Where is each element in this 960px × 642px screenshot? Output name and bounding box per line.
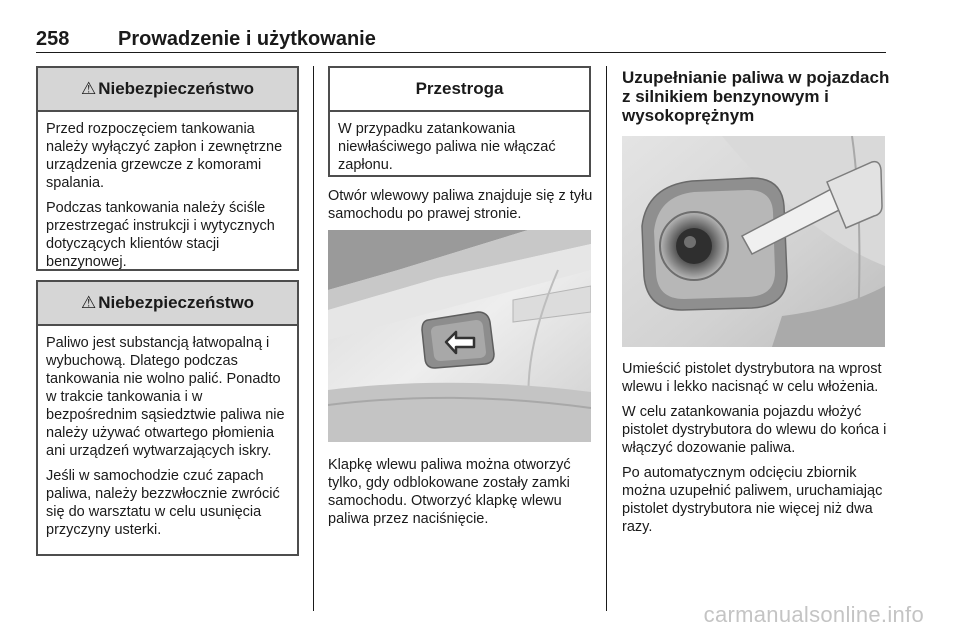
watermark-text: carmanualsonline.info xyxy=(703,602,924,627)
refueling-section-heading: Uzupełnianie paliwa w pojazdach z silnikiem benzynowym i wysokoprężnym xyxy=(622,68,890,125)
danger-heading-text: Niebezpieczeństwo xyxy=(98,293,255,312)
warning-triangle-icon: ⚠ xyxy=(80,293,97,312)
page-number: 258 xyxy=(36,28,70,50)
open-fuel-flap-image xyxy=(622,136,885,347)
page-title: Prowadzenie i użytkowanie xyxy=(118,28,376,50)
danger-heading-text: Niebezpieczeństwo xyxy=(98,79,255,98)
column-divider-right xyxy=(606,66,607,611)
caution-paragraph: W przypadku zatankowania niewłaściwego paliwa nie włączać zapłonu. xyxy=(338,121,556,173)
danger-box-heading xyxy=(38,68,297,112)
danger-paragraph: Jeśli w samochodzie czuć zapach paliwa, należy bezzwłocznie zwrócić się do warsztatu w celu usunięcia przyczyny usterki. xyxy=(46,468,280,538)
danger-paragraph: Przed rozpoczęciem tankowania należy wyłączyć zapłon i zewnętrzne urządzenia grzewcze z komorami spalania. xyxy=(46,121,283,191)
page-header xyxy=(36,20,886,53)
danger-paragraph: Podczas tankowania należy ściśle przestrzegać instrukcji i wytycznych dotyczących klientów stacji benzynowej. xyxy=(46,200,275,270)
caution-box-heading: Przestroga xyxy=(330,68,589,112)
fuel-door-instruction-text: Klapkę wlewu paliwa można otworzyć tylko, gdy odblokowane zostały zamki samochodu. Otworzyć klapkę wlewu paliwa przez naciśnięcie. xyxy=(328,457,571,527)
column-divider-left xyxy=(313,66,314,611)
danger-box-heading xyxy=(38,282,297,326)
car-rear-side-image xyxy=(328,230,591,442)
caution-box xyxy=(328,66,591,177)
danger-paragraph: Paliwo jest substancją łatwopalną i wybuchową. Dlatego podczas tankowania nie wolno palić. Ponadto w trakcie tankowania i w bezpośrednim sąsiedztwie paliwa nie należy używać otwartego płomienia ani urządzeń wytwarzających iskry. xyxy=(46,335,285,459)
danger-box-ignition xyxy=(36,66,299,271)
fuel-nozzle-illustration xyxy=(622,136,885,347)
refueling-paragraph: Po automatycznym odcięciu zbiornik można uzupełnić paliwem, uruchamiając pistolet dystrybutora nie więcej niż dwa razy. xyxy=(622,465,883,535)
fuel-door-illustration xyxy=(328,230,591,442)
fuel-filler-location-text: Otwór wlewowy paliwa znajduje się z tyłu samochodu po prawej stronie. xyxy=(328,188,593,222)
danger-box-flammable xyxy=(36,280,299,556)
warning-triangle-icon: ⚠ xyxy=(80,79,97,98)
refueling-paragraph: W celu zatankowania pojazdu włożyć pistolet dystrybutora do wlewu do końca i włączyć dozowanie paliwa. xyxy=(622,404,887,456)
refueling-instructions xyxy=(622,360,892,543)
refueling-paragraph: Umieścić pistolet dystrybutora na wprost wlewu i lekko nacisnąć w celu włożenia. xyxy=(622,361,882,395)
